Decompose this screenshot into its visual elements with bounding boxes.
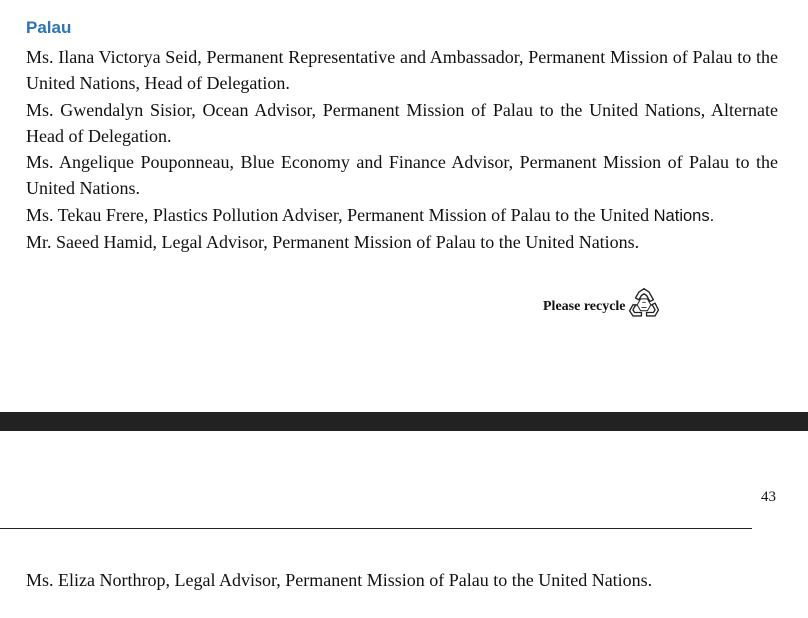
recycle-icon xyxy=(627,287,661,321)
page-separator xyxy=(0,412,808,431)
delegation-member xyxy=(26,202,778,229)
country-heading: Palau xyxy=(26,18,72,37)
recycle-label: Please recycle xyxy=(543,299,626,314)
delegation-member: Mr. Saeed Hamid, Legal Advisor, Permanent Mission of Palau to the United Nations. xyxy=(26,232,640,253)
delegation-member: Ms. Eliza Northrop, Legal Advisor, Permanent Mission of Palau to the United Nations. xyxy=(26,570,653,590)
footnote-divider xyxy=(0,528,752,529)
delegation-member: Ms. Angelique Pouponneau, Blue Economy and Finance Advisor, Permanent Mission of Palau to the United Nations. xyxy=(26,152,778,199)
page-number: 43 xyxy=(761,489,776,505)
delegation-member: Ms. Ilana Victorya Seid, Permanent Representative and Ambassador, Permanent Mission of Palau to the United Nations, Head of Delegation. xyxy=(26,47,778,94)
recycle-notice xyxy=(543,293,661,321)
delegation-list xyxy=(26,44,778,255)
delegation-member-text: Ms. Tekau Frere, Plastics Pollution Adviser, Permanent Mission of Palau to the United xyxy=(26,204,650,225)
delegation-member: Ms. Gwendalyn Sisior, Ocean Advisor, Permanent Mission of Palau to the United Nations, Alternate Head of Delegation. xyxy=(26,99,778,146)
delegation-member-tail: Nations. xyxy=(653,206,715,225)
